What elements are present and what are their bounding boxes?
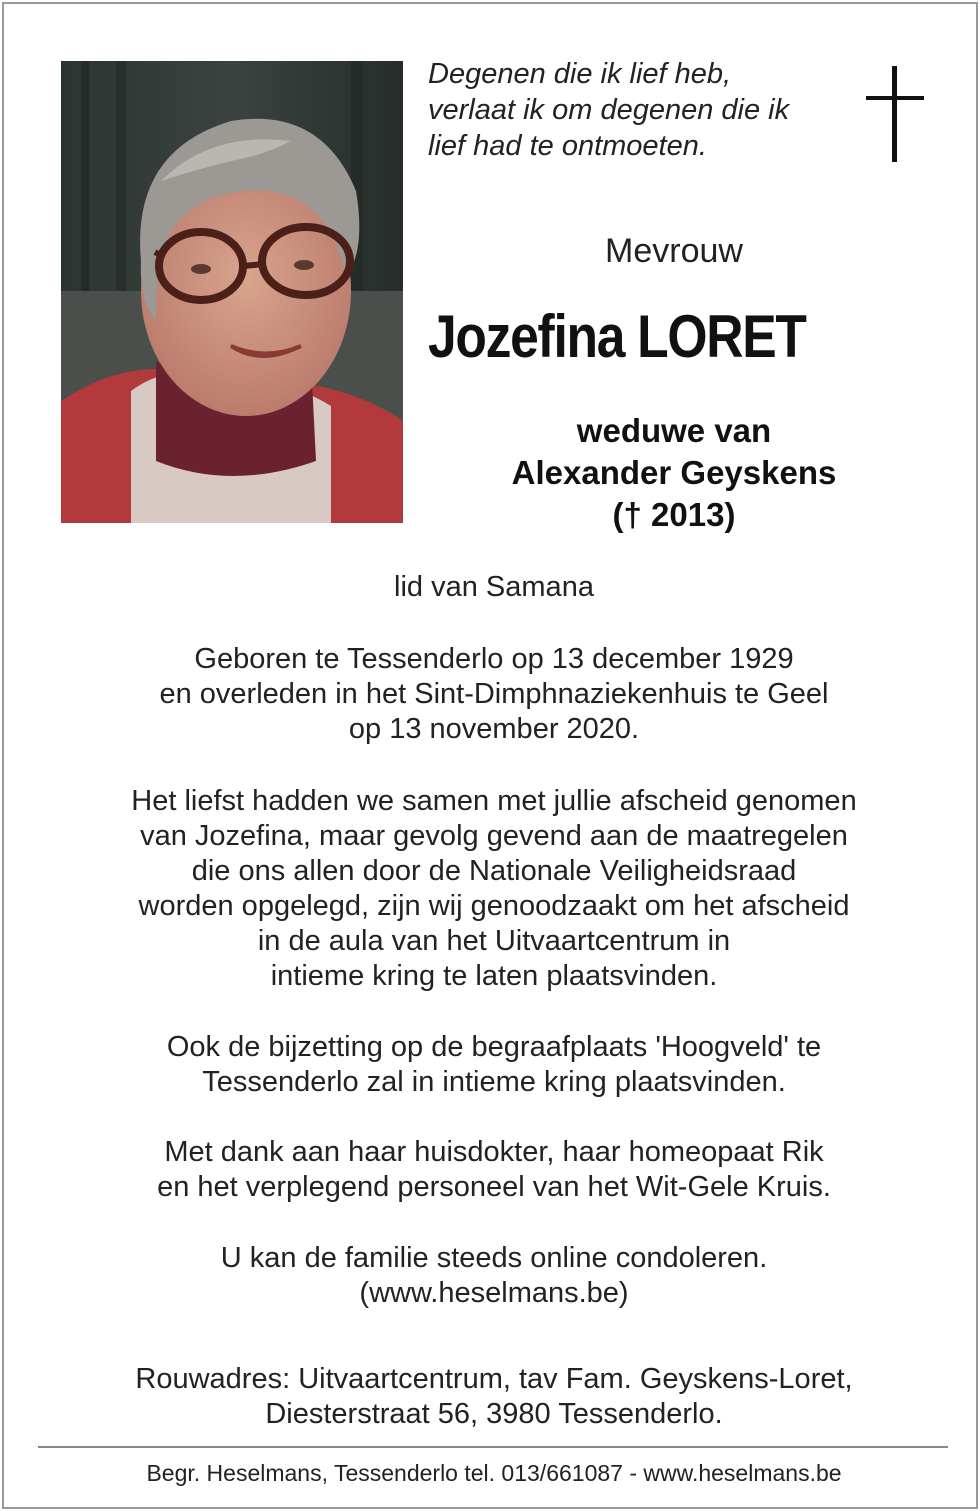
text-line: Met dank aan haar huisdokter, haar homeopaat Rik xyxy=(164,1136,824,1168)
obituary-card xyxy=(2,2,978,1509)
burial-paragraph xyxy=(44,1030,944,1100)
thanks-paragraph xyxy=(44,1135,944,1205)
text-line: Geboren te Tessenderlo op 13 december 1929 xyxy=(194,643,794,675)
portrait-photo xyxy=(61,61,403,523)
membership xyxy=(44,570,944,605)
text-line: van Jozefina, maar gevolg gevend aan de maatregelen xyxy=(140,820,848,852)
text-line: Tessenderlo zal in intieme kring plaatsvinden. xyxy=(202,1066,786,1098)
farewell-paragraph xyxy=(44,784,944,994)
spouse-name: Alexander Geyskens xyxy=(511,454,837,491)
text-line: op 13 november 2020. xyxy=(348,713,640,745)
widow-info xyxy=(424,410,924,536)
honorific-title: Mevrouw xyxy=(605,232,743,270)
text-line: en overleden in het Sint-Dimphnaziekenhuis te Geel xyxy=(159,678,829,710)
text-line: intieme kring te laten plaatsvinden. xyxy=(270,960,718,992)
footer-divider xyxy=(38,1446,948,1448)
birth-death-paragraph xyxy=(44,642,944,747)
text-line: en het verplegend personeel van het Wit-Gele Kruis. xyxy=(157,1171,831,1203)
text-line: Diesterstraat 56, 3980 Tessenderlo. xyxy=(265,1398,723,1430)
quote-line: verlaat ik om degenen die ik xyxy=(428,94,790,126)
text-line: Rouwadres: Uitvaartcentrum, tav Fam. Geyskens-Loret, xyxy=(135,1363,853,1395)
quote-line: lief had te ontmoeten. xyxy=(428,130,707,162)
text-line: worden opgelegd, zijn wij genoodzaakt om het afscheid xyxy=(138,890,850,922)
deceased-name: Jozefina LORET xyxy=(428,303,806,370)
funeral-home-footer: Begr. Heselmans, Tessenderlo tel. 013/661087 - www.heselmans.be xyxy=(146,1460,842,1486)
cross-icon xyxy=(866,66,924,162)
membership-text: lid van Samana xyxy=(394,571,594,603)
spouse-death-year: († 2013) xyxy=(612,496,736,533)
quote-line: Degenen die ik lief heb, xyxy=(428,58,732,90)
memorial-quote xyxy=(428,56,848,164)
address-paragraph xyxy=(44,1362,944,1432)
text-line: U kan de familie steeds online condoleren. xyxy=(220,1242,768,1274)
widow-line: weduwe van xyxy=(576,412,772,449)
text-line: Het liefst hadden we samen met jullie afscheid genomen xyxy=(131,785,857,817)
text-line: die ons allen door de Nationale Veiligheidsraad xyxy=(191,855,797,887)
condolence-website: (www.heselmans.be) xyxy=(359,1277,629,1309)
text-line: Ook de bijzetting op de begraafplaats 'Hoogveld' te xyxy=(166,1031,822,1063)
text-line: in de aula van het Uitvaartcentrum in xyxy=(257,925,731,957)
condolence-paragraph xyxy=(44,1241,944,1311)
